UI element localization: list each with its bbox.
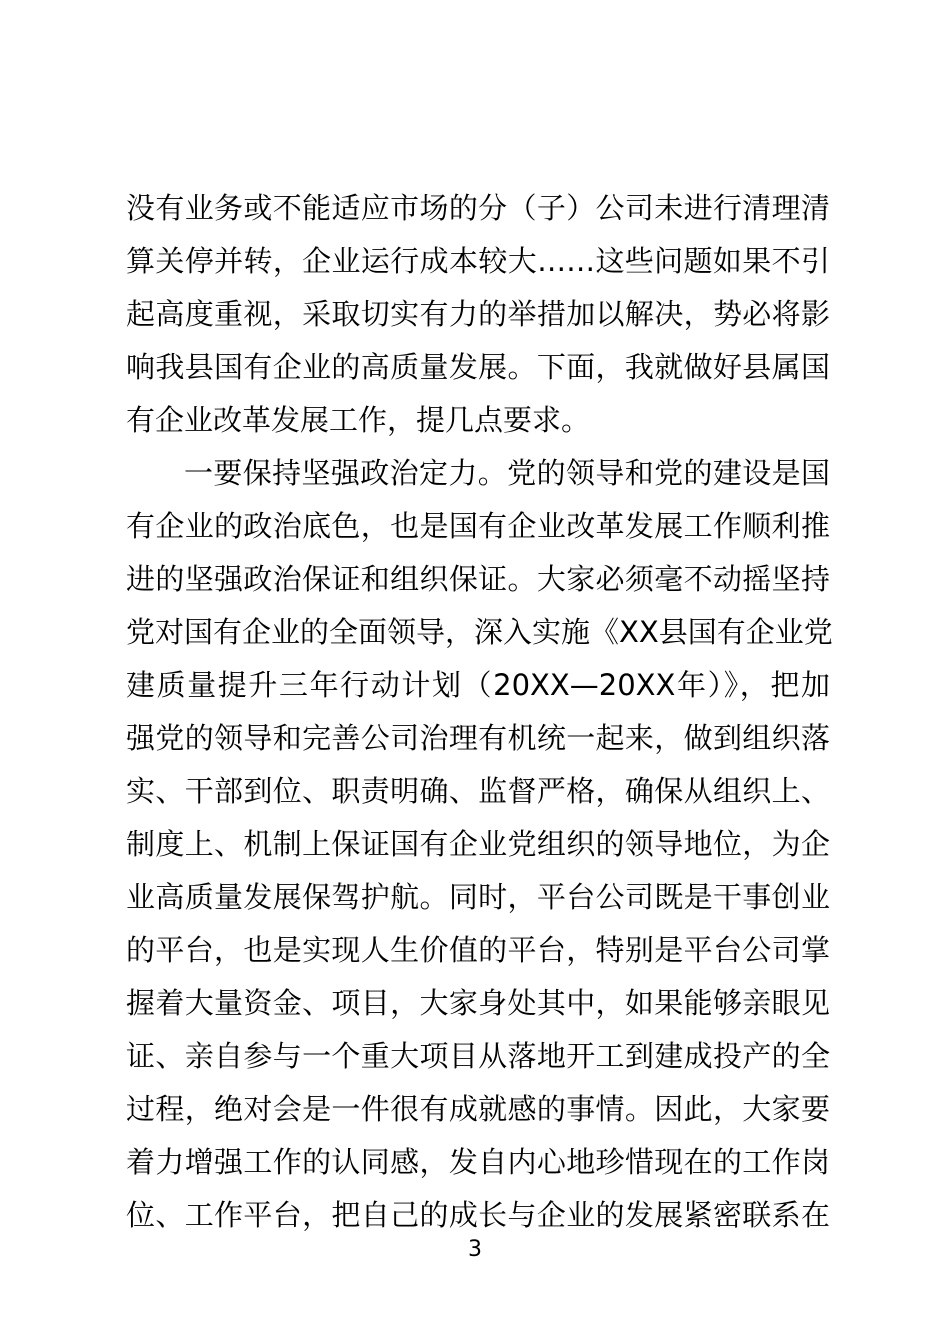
text-line: 证、亲自参与一个重大项目从落地开工到建成投产的全 <box>126 1039 830 1073</box>
text-line: 实、干部到位、职责明确、监督严格，确保从组织上、 <box>126 774 830 808</box>
text-line: 有企业改革发展工作，提几点要求。 <box>126 403 591 437</box>
text-line: 算关停并转，企业运行成本较大……这些问题如果不引 <box>126 244 830 278</box>
text-line: 过程，绝对会是一件很有成就感的事情。因此，大家要 <box>126 1092 830 1126</box>
body-text <box>126 182 833 1242</box>
text-line: 着力增强工作的认同感，发自内心地珍惜现在的工作岗 <box>126 1145 830 1179</box>
text-line: 业高质量发展保驾护航。同时，平台公司既是干事创业 <box>126 880 830 914</box>
text-line: 建质量提升三年行动计划（20XX—20XX年）》，把加 <box>126 668 830 702</box>
page-number: 3 <box>468 1237 482 1262</box>
paragraph-first-line: 一要保持坚强政治定力。党的领导和党的建设是国 <box>184 456 830 490</box>
text-line: 响我县国有企业的高质量发展。下面，我就做好县属国 <box>126 350 830 384</box>
text-line: 进的坚强政治保证和组织保证。大家必须毫不动摇坚持 <box>126 562 830 596</box>
text-line: 的平台，也是实现人生价值的平台，特别是平台公司掌 <box>126 933 830 967</box>
text-line: 有企业的政治底色，也是国有企业改革发展工作顺利推 <box>126 509 830 543</box>
text-line: 制度上、机制上保证国有企业党组织的领导地位，为企 <box>126 827 830 861</box>
text-line: 起高度重视，采取切实有力的举措加以解决，势必将影 <box>126 297 830 331</box>
text-line: 位、工作平台，把自己的成长与企业的发展紧密联系在 <box>126 1198 830 1232</box>
text-line: 强党的领导和完善公司治理有机统一起来，做到组织落 <box>126 721 830 755</box>
text-line: 党对国有企业的全面领导，深入实施《XX县国有企业党 <box>126 615 833 649</box>
text-line: 握着大量资金、项目，大家身处其中，如果能够亲眼见 <box>126 986 830 1020</box>
text-line: 没有业务或不能适应市场的分（子）公司未进行清理清 <box>126 191 830 225</box>
